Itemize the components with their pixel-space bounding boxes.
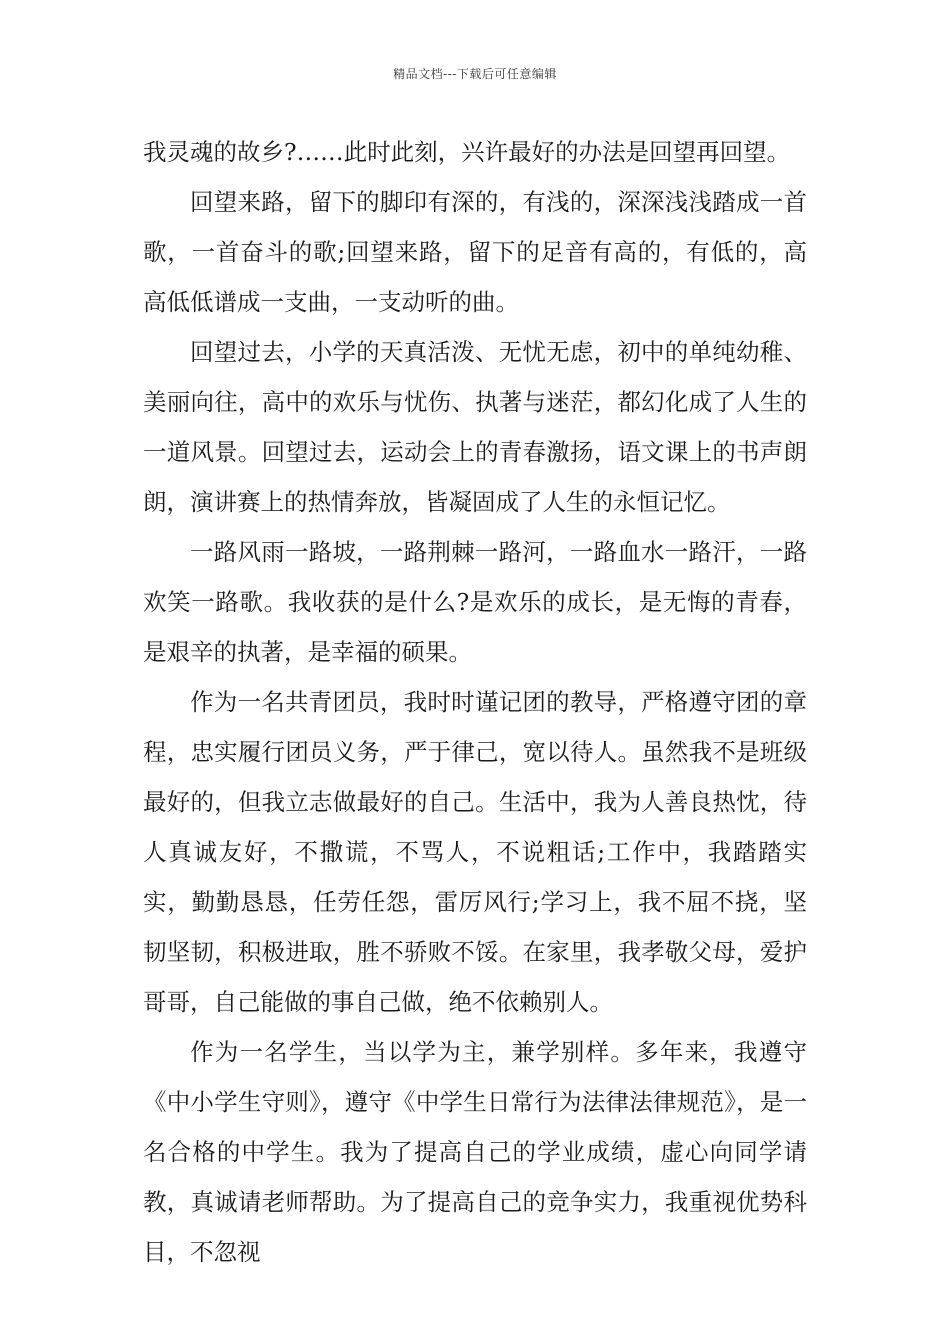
paragraph-2: 回望来路，留下的脚印有深的，有浅的，深深浅浅踏成一首歌，一首奋斗的歌;回望来路，留下的足音有高的，有低的，高高低低谱成一支曲，一支动听的曲。 bbox=[143, 188, 807, 316]
document-body bbox=[143, 127, 807, 1277]
paragraph-1: 我灵魂的故乡?……此时此刻，兴许最好的办法是回望再回望。 bbox=[143, 138, 791, 166]
paragraph-3: 回望过去，小学的天真活泼、无忧无虑，初中的单纯幼稚、美丽向往，高中的欢乐与忧伤、执著与迷茫，都幻化成了人生的一道风景。回望过去，运动会上的青春激扬，语文课上的书声朗朗，演讲赛上的热情奔放，皆凝固成了人生的永恒记忆。 bbox=[143, 338, 807, 516]
paragraph-6: 作为一名学生，当以学为主，兼学别样。多年来，我遵守《中小学生守则》，遵守《中学生日常行为法律法律规范》，是一名合格的中学生。我为了提高自己的学业成绩，虚心向同学请教，真诚请老师帮助。为了提高自己的竞争实力，我重视优势科目，不忽视 bbox=[143, 1038, 807, 1266]
paragraph-5: 作为一名共青团员，我时时谨记团的教导，严格遵守团的章程，忠实履行团员义务，严于律己，宽以待人。虽然我不是班级最好的，但我立志做最好的自己。生活中，我为人善良热忱，待人真诚友好，不撒谎，不骂人，不说粗话;工作中，我踏踏实实，勤勤恳恳，任劳任怨，雷厉风行;学习上，我不屈不挠，坚韧坚韧，积极进取，胜不骄败不馁。在家里，我孝敬父母，爱护哥哥，自己能做的事自己做，绝不依赖别人。 bbox=[143, 688, 807, 1016]
page-header: 精品文档---下载后可任意编辑 bbox=[393, 67, 557, 81]
paragraph-4: 一路风雨一路坡，一路荆棘一路河，一路血水一路汗，一路欢笑一路歌。我收获的是什么?是欢乐的成长，是无悔的青春，是艰辛的执著，是幸福的硕果。 bbox=[143, 538, 807, 666]
